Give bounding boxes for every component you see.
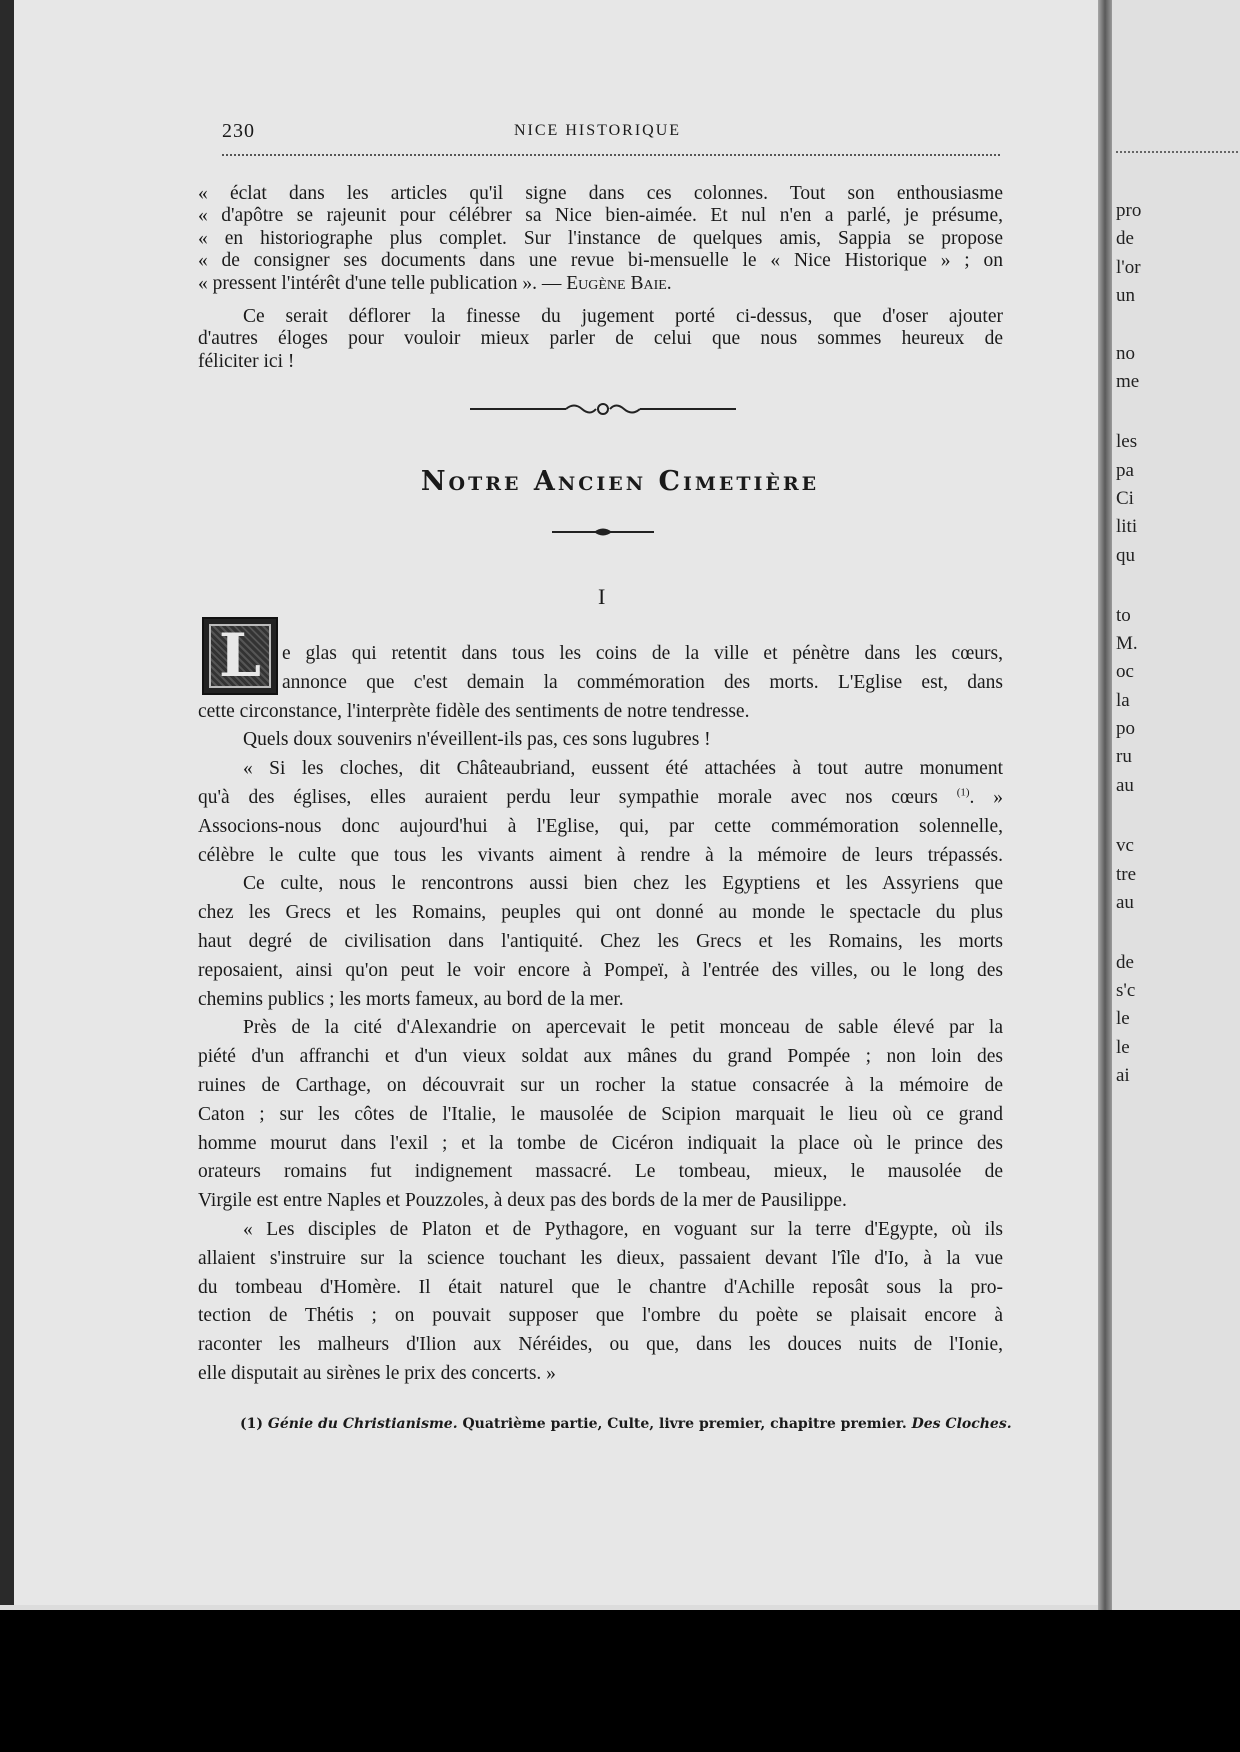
body-line: Caton ; sur les côtes de l'Italie, le mausolée de Scipion marquait le lieu où ce grand — [198, 1103, 1003, 1125]
body-line: raconter les malheurs d'Ilion aux Néréides, ou que, dans les douces nuits de l'Ionie, — [198, 1334, 1003, 1356]
body-line: Virgile est entre Naples et Pouzzoles, à deux pas des bords de la mer de Pausilippe. — [198, 1190, 847, 1212]
body-line: allaient s'instruire sur la science touchant les dieux, passaient devant l'île d'Io, à la vue — [198, 1247, 1003, 1269]
right-page-text-fragment: s'c — [1116, 980, 1136, 1001]
right-page-text-fragment: au — [1116, 892, 1134, 913]
body-line: « Si les cloches, dit Châteaubriand, eussent été attachées à tout autre monument — [243, 758, 1003, 780]
body-line: célèbre le culte que tous les vivants aiment à rendre à la mémoire de leurs trépassés. — [198, 844, 1003, 866]
right-page-text-fragment: vc — [1116, 835, 1134, 856]
footnote-detail: Quatrième partie, Culte, livre premier, chapitre premier. — [462, 1416, 907, 1432]
article-title: Notre Ancien Cimetière — [420, 466, 820, 497]
body-line: reposaient, ainsi qu'on peut le voir encore à Pompeï, à l'entrée des villes, ou le long des — [198, 959, 1003, 981]
right-page-text-fragment: qu — [1116, 545, 1135, 566]
title-ornament — [552, 526, 654, 538]
right-page-text-fragment: le — [1116, 1037, 1130, 1058]
right-page-text-fragment: oc — [1116, 661, 1134, 682]
body-line: Près de la cité d'Alexandrie on apercevait le petit monceau de sable élevé par la — [243, 1017, 1003, 1039]
book-gutter — [1098, 0, 1112, 1610]
paragraph-line: d'autres éloges pour vouloir mieux parler de celui que nous sommes heureux de — [198, 328, 1003, 350]
section-divider-ornament — [470, 402, 736, 416]
quote-author: Eugène Baie. — [566, 272, 672, 294]
right-page-text-fragment: Ci — [1116, 488, 1134, 509]
footnote-section: Des Cloches. — [911, 1416, 1012, 1432]
footnote-marker: (1) — [240, 1416, 263, 1432]
right-page-text-fragment: tre — [1116, 864, 1137, 885]
right-page-text-fragment: les — [1116, 431, 1138, 452]
right-page-text-fragment: l'or — [1116, 257, 1141, 278]
right-page-text-fragment: pro — [1116, 200, 1142, 221]
drop-cap-letter: L — [218, 621, 262, 691]
body-line: e glas qui retentit dans tous les coins de la ville et pénètre dans les cœurs, — [282, 643, 1003, 664]
right-page-text-fragment: liti — [1116, 516, 1138, 537]
right-page-text-fragment: po — [1116, 718, 1135, 739]
body-line: Ce culte, nous le rencontrons aussi bien chez les Egyptiens et les Assyriens que — [243, 873, 1003, 895]
right-page-text-fragment: no — [1116, 343, 1135, 364]
right-page-text-fragment: ru — [1116, 746, 1132, 767]
right-page-text-fragment: de — [1116, 952, 1134, 973]
article-body — [198, 640, 1003, 1389]
right-page-text-fragment: M. — [1116, 633, 1138, 654]
quote-line: « pressent l'intérêt d'une telle publication ». — Eugène Baie. — [198, 272, 672, 294]
header-rule — [222, 154, 1000, 156]
body-line: chez les Grecs et les Romains, peuples qui ont donné au monde le spectacle du plus — [198, 902, 1003, 924]
right-page-text-fragment: me — [1116, 371, 1140, 392]
body-line: cette circonstance, l'interprète fidèle des sentiments de notre tendresse. — [198, 700, 750, 722]
quote-line: « en historiographe plus complet. Sur l'instance de quelques amis, Sappia se propose — [198, 227, 1003, 249]
right-page-text-fragment: pa — [1116, 460, 1134, 481]
body-line: homme mourut dans l'exil ; et la tombe de Cicéron indiquait la place où le prince des — [198, 1132, 1003, 1154]
right-page-text-fragment: un — [1116, 285, 1135, 306]
right-page-text-fragment: ai — [1116, 1065, 1130, 1086]
body-line: du tombeau d'Homère. Il était naturel que le chantre d'Achille reposât sous la pro- — [198, 1276, 1003, 1298]
body-line: qu'à des églises, elles auraient perdu leur sympathie morale avec nos cœurs $^{(1)}$. » — [198, 786, 1003, 808]
footnote-reference: (1) — [956, 786, 970, 799]
section-number: I — [598, 584, 606, 609]
running-title: NICE HISTORIQUE — [514, 122, 682, 139]
quote-line: « d'apôtre se rajeunit pour célébrer sa Nice bien-aimée. Et nul n'en a parlé, je présume, — [198, 205, 1003, 227]
quote-line: « éclat dans les articles qu'il signe dans ces colonnes. Tout son enthousiasme — [198, 183, 1003, 204]
right-page-header-rule — [1116, 151, 1240, 153]
body-line: haut degré de civilisation dans l'antiquité. Chez les Grecs et les Romains, les morts — [198, 930, 1003, 952]
right-page-text-fragment: to — [1116, 605, 1131, 626]
body-line: tection de Thétis ; on pouvait supposer que l'ombre du poète se plaisait encore à — [198, 1305, 1003, 1327]
right-page-text-fragment: au — [1116, 775, 1134, 796]
body-line: « Les disciples de Platon et de Pythagore, en voguant sur la terre d'Egypte, où ils — [243, 1218, 1003, 1240]
right-page-text-fragment: le — [1116, 1008, 1130, 1029]
page-header — [222, 118, 1000, 150]
footnote — [240, 1416, 1012, 1432]
body-line: orateurs romains fut indignement massacré. Le tombeau, mieux, le mausolée de — [198, 1161, 1003, 1183]
quote-line: « de consigner ses documents dans une revue bi-mensuelle le « Nice Historique » ; on — [198, 250, 1003, 272]
body-line: chemins publics ; les morts fameux, au bord de la mer. — [198, 988, 624, 1010]
body-line: annonce que c'est demain la commémoration des morts. L'Eglise est, dans — [282, 671, 1003, 693]
right-page-edge — [1112, 0, 1240, 1610]
right-page-text-fragment: la — [1116, 690, 1130, 711]
paragraph-line: féliciter ici ! — [198, 350, 295, 372]
footnote-work: Génie du Christianisme. — [267, 1416, 458, 1432]
closing-paragraph — [198, 306, 1003, 373]
body-line: Quels doux souvenirs n'éveillent-ils pas, ces sons lugubres ! — [243, 729, 711, 751]
body-line: piété d'un affranchi et d'un vieux soldat aux mânes du grand Pompée ; non loin des — [198, 1046, 1003, 1068]
body-line: ruines de Carthage, on découvrait sur un rocher la statue consacrée à la mémoire de — [198, 1074, 1003, 1096]
page-number: 230 — [222, 120, 255, 142]
paragraph-line: Ce serait déflorer la finesse du jugement porté ci-dessus, que d'oser ajouter — [243, 306, 1003, 327]
body-line: Associons-nous donc aujourd'hui à l'Eglise, qui, par cette commémoration solennelle, — [198, 815, 1003, 837]
quote-block — [198, 183, 1003, 295]
right-page-text-fragment: de — [1116, 228, 1134, 249]
body-line: elle disputait au sirènes le prix des concerts. » — [198, 1362, 556, 1384]
